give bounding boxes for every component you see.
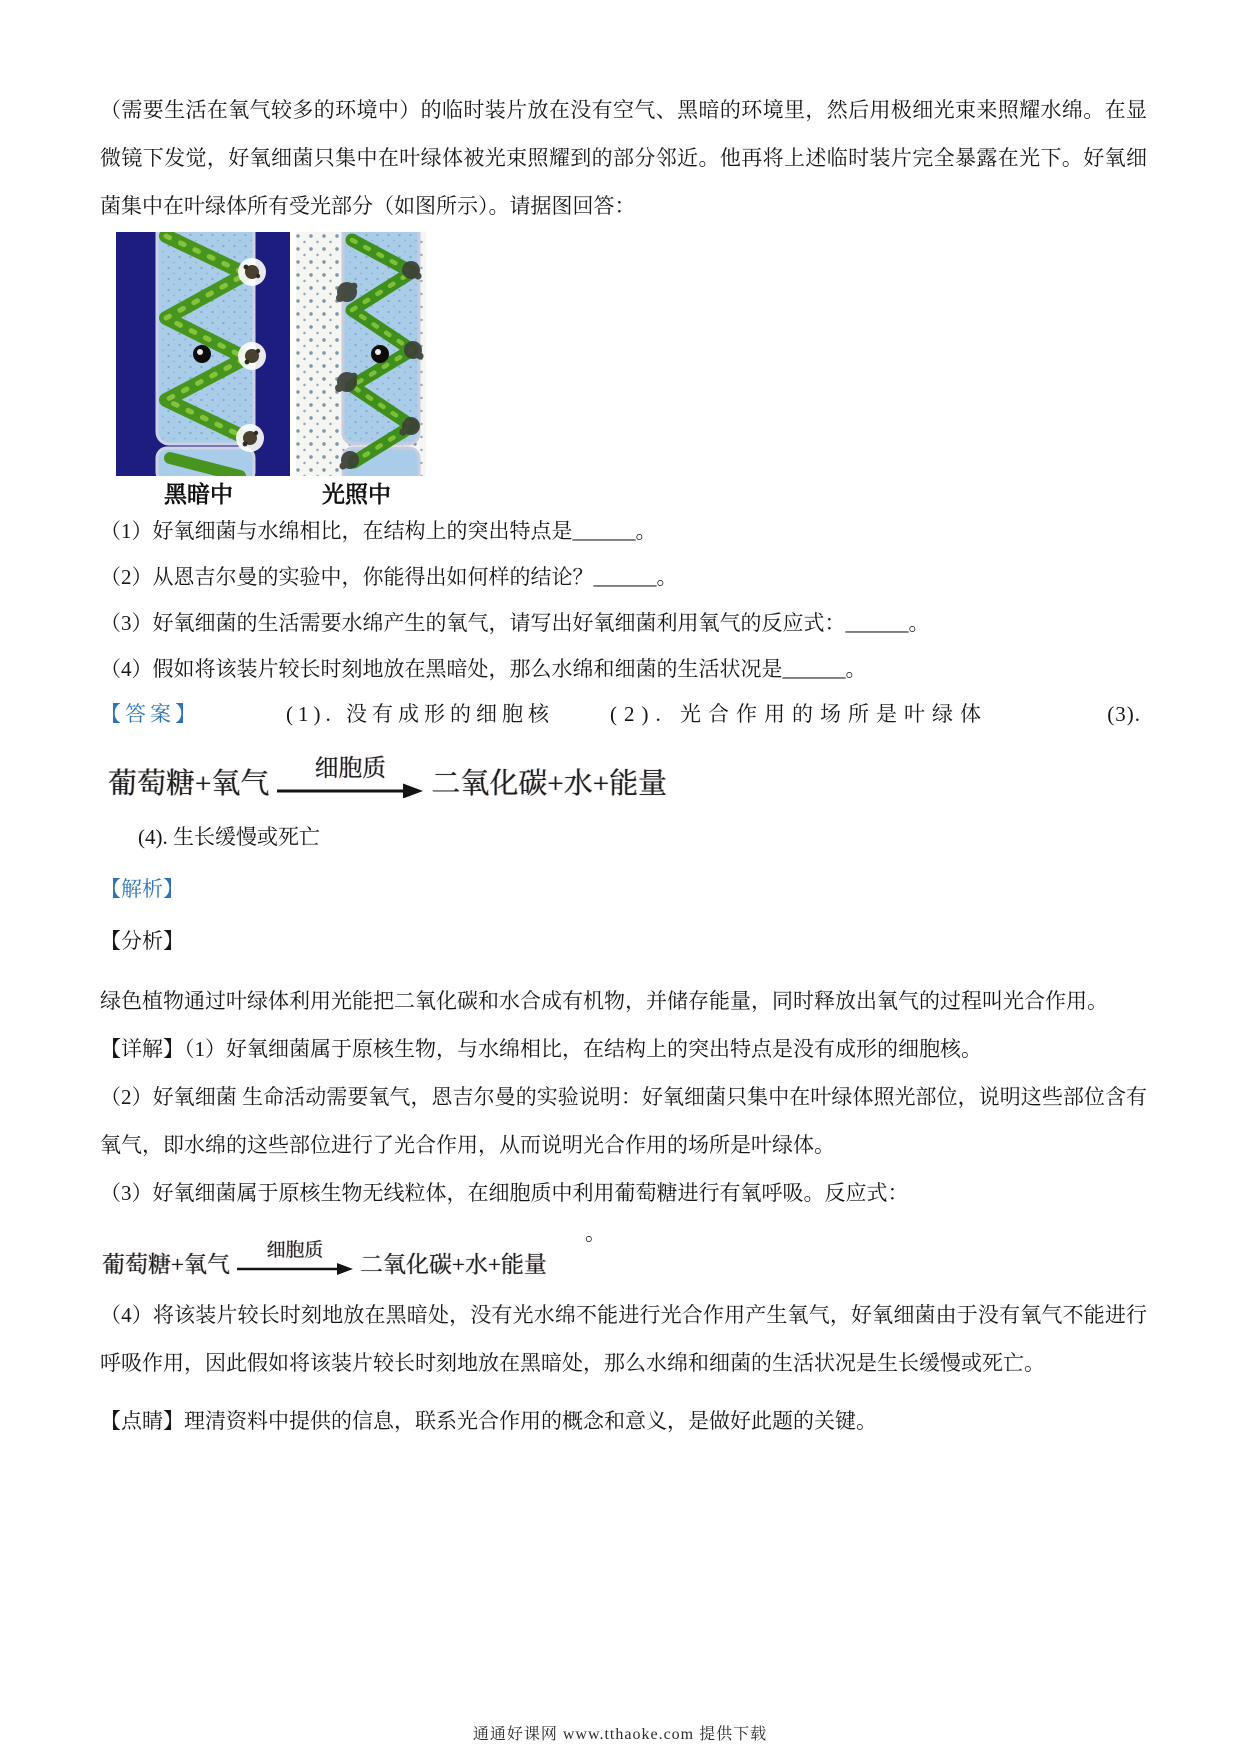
answer-part-4: (4). 生长缓慢或死亡	[138, 825, 320, 850]
detail-paragraph-1: 【详解】（1）好氧细菌属于原核生物，与水绵相比，在结构上的突出特点是没有成形的细胞核。	[100, 1037, 982, 1062]
equation-products: 二氧化碳+水+能量	[431, 767, 668, 800]
answer-label: 【答案】	[100, 702, 200, 726]
question-3: （3）好氧细菌的生活需要水绵产生的氧气，请写出好氧细菌利用氧气的反应式：______。	[100, 611, 930, 635]
intro-paragraph: （需要生活在氧气较多的环境中）的临时装片放在没有空气、黑暗的环境里，然后用极细光束来照耀水绵。在显微镜下发觉，好氧细菌只集中在叶绿体被光束照耀到的部分邻近。他再将上述临时装片完全暴露在光下。好氧细菌集中在叶绿体所有受光部分（如图所示）。请据图回答：	[100, 98, 1147, 218]
reaction-arrow-icon	[236, 1241, 354, 1275]
arrow-line-icon	[275, 782, 425, 798]
detail-section	[100, 1025, 1147, 1217]
reaction-arrow-icon	[275, 756, 425, 798]
micrograph-pair-image	[100, 232, 426, 476]
equation-products: 二氧化碳+水+能量	[359, 1251, 547, 1277]
arrow-line-icon	[236, 1262, 354, 1275]
answer-line	[100, 698, 1147, 730]
fenxi-label: 【分析】	[100, 929, 184, 954]
detail-paragraph-3: （3）好氧细菌属于原核生物无线粒体，在细胞质中利用葡萄糖进行有氧呼吸。反应式：	[100, 1181, 909, 1206]
answer-part-3: (3).	[1107, 702, 1141, 726]
figure-captions	[100, 476, 426, 506]
respiration-equation-small	[102, 1240, 547, 1279]
micrograph-dark	[116, 232, 290, 476]
micrograph-light	[296, 232, 426, 476]
equation-reactants: 葡萄糖+氧气	[108, 767, 270, 800]
equation-reactants: 葡萄糖+氧气	[102, 1251, 230, 1277]
respiration-equation-large	[108, 756, 668, 802]
caption-darkness: 黑暗中	[164, 481, 233, 507]
equation-period: 。	[584, 1221, 606, 1246]
footer-site-line: 通通好课网 www.tthaoke.com 提供下载	[472, 1726, 768, 1743]
answer-part-1: (1). 没有成形的细胞核	[286, 702, 554, 726]
equation-condition: 细胞质	[314, 756, 386, 782]
fenxi-paragraph: 绿色植物通过叶绿体利用光能把二氧化碳和水合成有机物，并储存能量，同时释放出氧气的过程叫光合作用。	[100, 989, 1108, 1014]
answer-part-2: (2). 光合作用的场所是叶绿体	[610, 702, 988, 726]
jiexi-label: 【解析】	[100, 877, 184, 902]
equation-condition: 细胞质	[266, 1240, 324, 1262]
question-list	[100, 508, 1147, 692]
detail-paragraph-2: （2）好氧细菌 生命活动需要氧气，恩吉尔曼的实验说明：好氧细菌只集中在叶绿体照光部位，说明这些部位含有氧气，即水绵的这些部位进行了光合作用，从而说明光合作用的场所是叶绿体。	[100, 1085, 1147, 1158]
question-2: （2）从恩吉尔曼的实验中，你能得出如何样的结论？______。	[100, 565, 678, 589]
dianjing-paragraph: 【点睛】理清资料中提供的信息，联系光合作用的概念和意义，是做好此题的关键。	[100, 1408, 877, 1433]
detail-paragraph-4: （4）将该装片较长时刻地放在黑暗处，没有光水绵不能进行光合作用产生氧气，好氧细菌由于没有氧气不能进行呼吸作用，因此假如将该装片较长时刻地放在黑暗处，那么水绵和细菌的生活状况是生长缓慢或死亡。	[100, 1302, 1147, 1375]
question-1: （1）好氧细菌与水绵相比，在结构上的突出特点是______。	[100, 519, 657, 543]
respiration-equation-row	[100, 1217, 1147, 1279]
caption-light: 光照中	[322, 481, 391, 507]
spirogyra-experiment-figure	[100, 232, 426, 506]
question-4: （4）假如将该装片较长时刻地放在黑暗处，那么水绵和细菌的生活状况是______。	[100, 657, 867, 681]
